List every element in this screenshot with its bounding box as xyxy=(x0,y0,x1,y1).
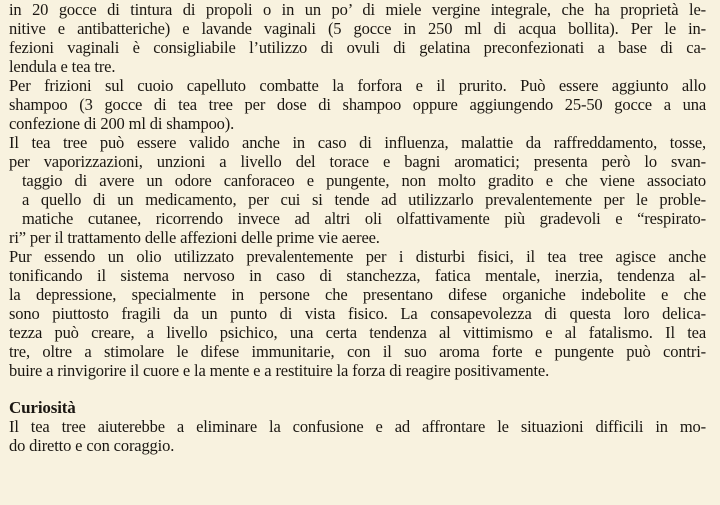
text-line: la depressione, specialmente in persone che presentano difese organiche indebolite e che xyxy=(9,285,706,304)
text-line: confezione di 200 ml di shampoo). xyxy=(9,114,235,133)
curiosita-section xyxy=(9,398,706,455)
text-line: nitive e antibatteriche) e lavande vaginali (5 gocce in 250 ml di acqua bollita). Per le in- xyxy=(9,19,706,38)
text-line: per vaporizzazioni, unzioni a livello del torace e bagni aromatici; presenta però lo svan- xyxy=(9,152,706,171)
text-line: a quello di un medicamento, per cui si tende ad utilizzarlo prevalentemente per le proble- xyxy=(22,190,706,209)
text-line: buire a rinvigorire il cuore e la mente e a restituire la forza di reagire positivamente. xyxy=(9,361,550,380)
text-line: lendula e tea tre. xyxy=(9,57,116,76)
text-line: matiche cutanee, ricorrendo invece ad altri oli olfattivamente più gradevoli e “respirato- xyxy=(22,209,706,228)
body-text xyxy=(9,0,706,455)
section-title: Curiosità xyxy=(9,398,76,417)
text-line: tonificando il sistema nervoso in caso di stanchezza, fatica mentale, inerzia, tendenza al- xyxy=(9,266,706,285)
text-line: Il tea tree può essere valido anche in caso di influenza, malattie da raffreddamento, tosse, xyxy=(9,133,706,152)
text-line: fezioni vaginali è consigliabile l’utilizzo di ovuli di gelatina preconfezionati a base di ca- xyxy=(9,38,706,57)
text-line: do diretto e con coraggio. xyxy=(9,436,175,455)
paragraph-scalp-use xyxy=(9,76,706,133)
text-line: ri” per il trattamento delle affezioni delle prime vie aeree. xyxy=(9,228,380,247)
text-line: Pur essendo un olio utilizzato prevalentemente per i disturbi fisici, il tea tree agisce anche xyxy=(9,247,706,266)
text-line: in 20 gocce di tintura di propoli o in un po’ di miele vergine integrale, che ha proprietà le- xyxy=(9,0,706,19)
text-line: Per frizioni sul cuoio capelluto combatte la forfora e il prurito. Può essere aggiunto allo xyxy=(9,76,706,95)
text-line: shampoo (3 gocce di tea tree per dose di shampoo oppure aggiungendo 25-50 gocce a una xyxy=(9,95,706,114)
text-line: tezza può creare, a livello psichico, una certa tendenza al vittimismo e al fatalismo. Il tea xyxy=(9,323,706,342)
text-line: taggio di avere un odore canforaceo e pungente, non molto gradito e che viene associato xyxy=(22,171,706,190)
text-line: tre, oltre a stimolare le difese immunitarie, con il suo aroma forte e pungente può contri- xyxy=(9,342,706,361)
paragraph-respiratory-use xyxy=(9,133,706,247)
paragraph-nervous-system xyxy=(9,247,706,380)
text-line: sono piuttosto fragili da un punto di vista fisico. La consapevolezza di questa loro delica- xyxy=(9,304,706,323)
text-line: Il tea tree aiuterebbe a eliminare la confusione e ad affrontare le situazioni difficili in mo- xyxy=(9,417,706,436)
curiosita-paragraph xyxy=(9,417,706,455)
paragraph-vaginal-use xyxy=(9,0,706,76)
